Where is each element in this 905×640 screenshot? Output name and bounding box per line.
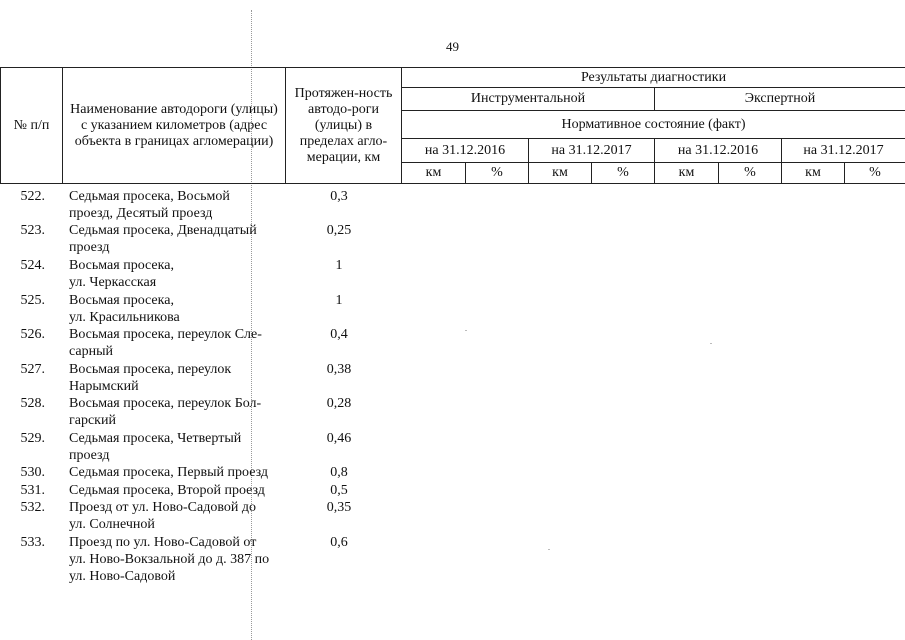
row-length: 0,46 xyxy=(326,431,352,446)
scan-speck xyxy=(465,330,467,331)
table-row xyxy=(0,534,400,586)
table-row xyxy=(0,292,400,326)
header-date: на 31.12.2017 xyxy=(782,139,905,163)
header-unit-pct: % xyxy=(592,163,655,184)
table-row xyxy=(0,222,400,257)
row-number: 530. xyxy=(20,465,45,480)
header-unit-pct: % xyxy=(719,163,782,184)
header-date: на 31.12.2016 xyxy=(402,139,529,163)
header-road-name: Наименование автодороги (улицы) с указанием километров (адрес объекта в границах агломерации) xyxy=(63,68,286,184)
row-number: 533. xyxy=(20,535,45,550)
row-road-name: Седьмая просека, Восьмой проезд, Десятый проезд xyxy=(69,189,230,221)
header-unit-pct: % xyxy=(845,163,905,184)
header-date: на 31.12.2017 xyxy=(529,139,655,163)
row-road-name: Седьмая просека, Четвертый проезд xyxy=(69,431,242,463)
header-normative: Нормативное состояние (факт) xyxy=(402,111,905,139)
table-row xyxy=(0,188,400,222)
table-row xyxy=(0,395,400,430)
header-results: Результаты диагностики xyxy=(402,68,905,88)
row-number: 528. xyxy=(20,396,45,411)
header-unit-km: км xyxy=(655,163,719,184)
row-length: 0,3 xyxy=(330,189,348,204)
table-row xyxy=(0,464,400,482)
row-length: 0,25 xyxy=(326,223,352,238)
row-length: 1 xyxy=(335,293,343,308)
table-row xyxy=(0,482,400,499)
row-road-name: Седьмая просека, Второй проезд xyxy=(69,483,265,498)
table-row xyxy=(0,430,400,464)
row-length: 0,8 xyxy=(330,465,348,480)
row-road-name: Восьмая просека, ул. Черкасская xyxy=(69,258,174,290)
header-instrumental: Инструментальной xyxy=(402,88,655,111)
row-length: 0,5 xyxy=(330,483,348,498)
row-length: 0,38 xyxy=(326,362,352,377)
scan-speck xyxy=(710,343,712,344)
row-road-name: Проезд по ул. Ново-Садовой от ул. Ново-Вокзальной до д. 387 по ул. Ново-Садовой xyxy=(69,535,270,584)
row-number: 527. xyxy=(20,362,45,377)
header-unit-pct: % xyxy=(466,163,529,184)
row-road-name: Седьмая просека, Первый проезд xyxy=(69,465,268,480)
row-number: 522. xyxy=(20,189,45,204)
row-road-name: Проезд от ул. Ново-Садовой до ул. Солнечной xyxy=(69,500,256,532)
row-length: 0,35 xyxy=(326,500,352,515)
row-number: 524. xyxy=(20,258,45,273)
row-road-name: Восьмая просека, переулок Сле- сарный xyxy=(69,327,262,359)
row-length: 0,28 xyxy=(326,396,352,411)
row-length: 1 xyxy=(335,258,343,273)
table-row xyxy=(0,326,400,361)
row-length: 0,4 xyxy=(330,327,348,342)
row-road-name: Восьмая просека, ул. Красильникова xyxy=(69,293,180,325)
row-number: 531. xyxy=(20,483,45,498)
scan-speck xyxy=(548,549,550,550)
row-number: 523. xyxy=(20,223,45,238)
header-number: № п/п xyxy=(1,68,63,184)
header-unit-km: км xyxy=(529,163,592,184)
row-number: 532. xyxy=(20,500,45,515)
road-list xyxy=(0,188,400,586)
table-row xyxy=(0,499,400,534)
header-expert: Экспертной xyxy=(655,88,905,111)
table-row xyxy=(0,361,400,395)
header-length: Протяжен-ность автодо-роги (улицы) в пределах агло-мерации, км xyxy=(286,68,402,184)
row-length: 0,6 xyxy=(330,535,348,550)
row-road-name: Седьмая просека, Двенадцатый проезд xyxy=(69,223,257,255)
row-number: 526. xyxy=(20,327,45,342)
row-road-name: Восьмая просека, переулок Бол- гарский xyxy=(69,396,262,428)
row-road-name: Восьмая просека, переулок Нарымский xyxy=(69,362,232,394)
row-number: 525. xyxy=(20,293,45,308)
header-date: на 31.12.2016 xyxy=(655,139,782,163)
header-unit-km: км xyxy=(402,163,466,184)
header-table xyxy=(0,67,905,184)
page-number: 49 xyxy=(446,39,459,54)
header-unit-km: км xyxy=(782,163,845,184)
table-row xyxy=(0,257,400,292)
row-number: 529. xyxy=(20,431,45,446)
